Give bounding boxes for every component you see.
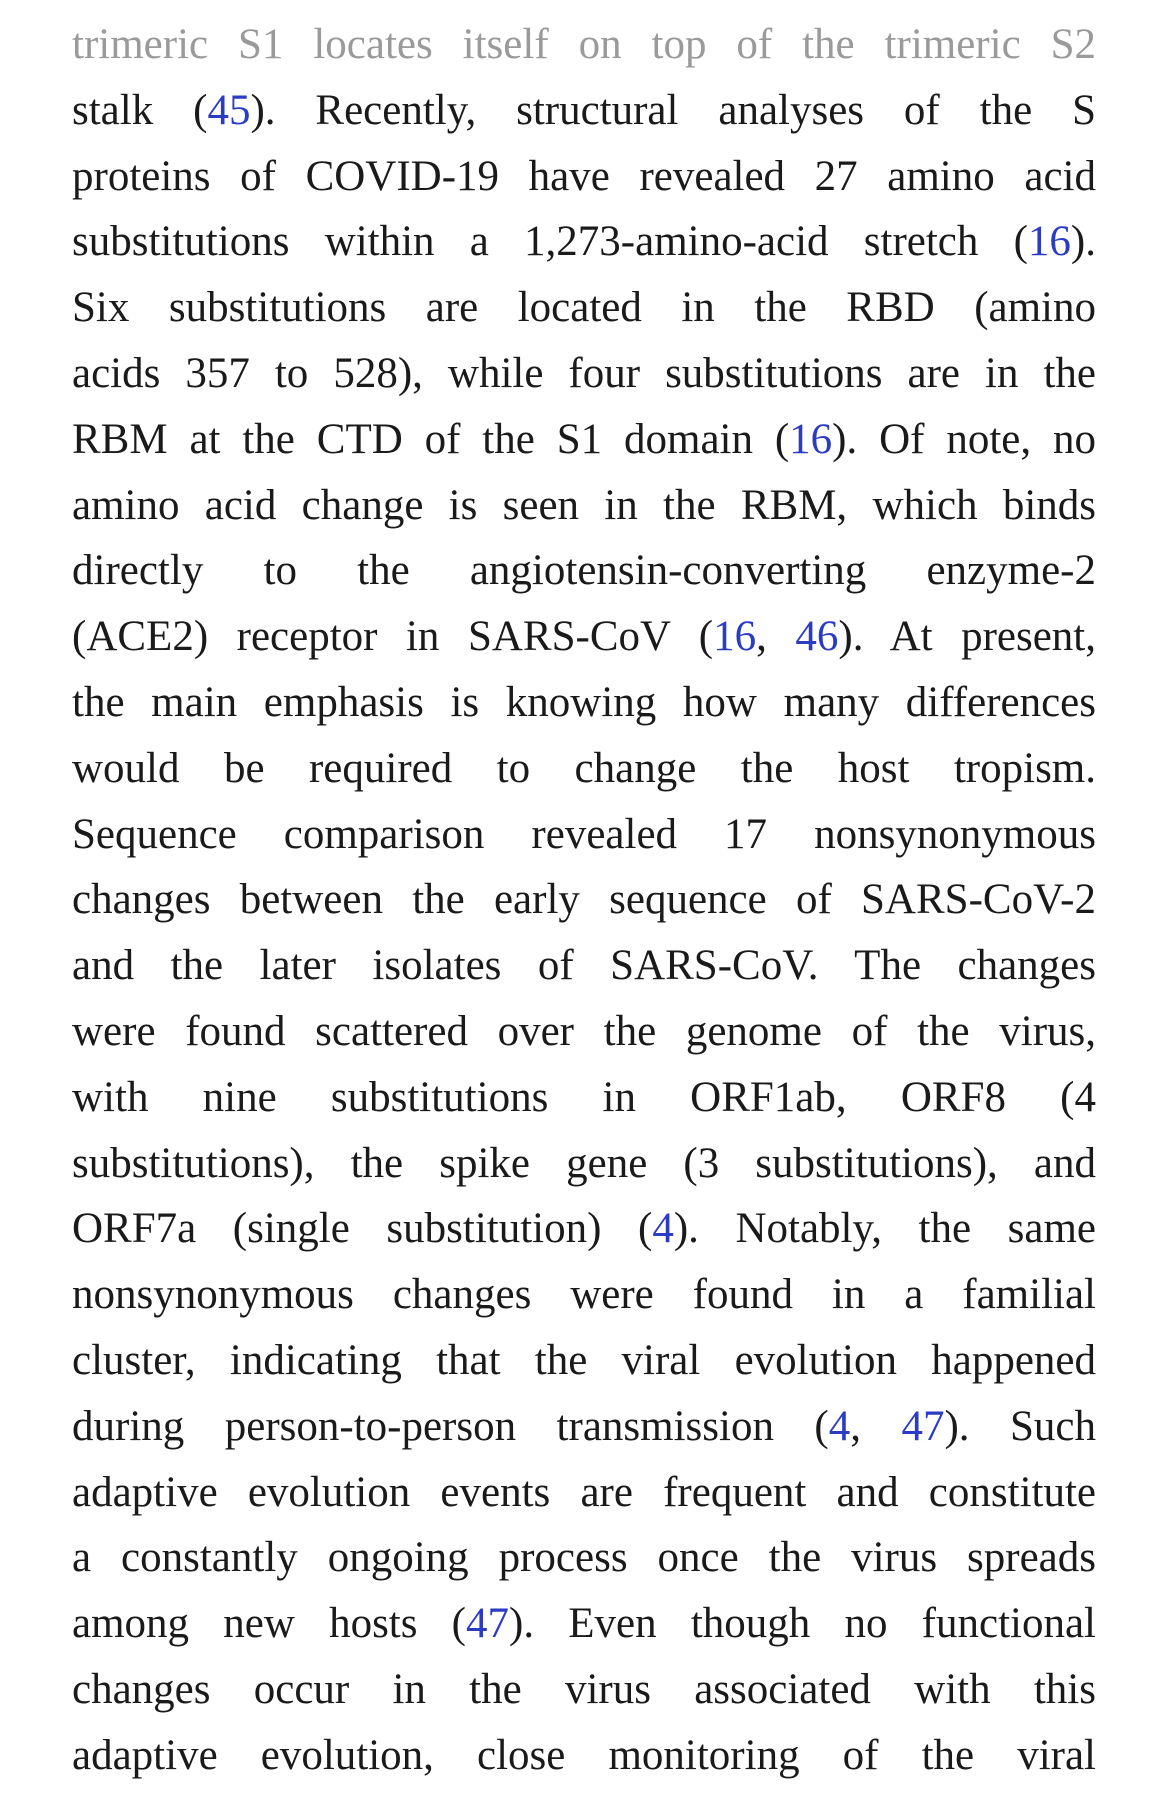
text-line	[72, 407, 1096, 473]
text-line	[72, 1657, 1096, 1723]
text-segment: with nine substitutions in ORF1ab, ORF8 (4	[72, 1073, 1096, 1121]
text-segment: substitutions within a 1,273-amino-acid stretch (	[72, 218, 1028, 266]
text-segment: stalk (	[72, 86, 208, 134]
text-segment: adaptive evolution events are frequent and constitute	[72, 1468, 1096, 1516]
text-segment: ). Such	[944, 1402, 1096, 1450]
citation-link[interactable]: 16	[1027, 218, 1071, 266]
text-segment: nonsynonymous changes were found in a familial	[72, 1271, 1096, 1319]
text-segment: acids 357 to 528), while four substitutions are in the	[72, 349, 1096, 397]
top-scroll-fade	[0, 0, 1170, 14]
text-line	[72, 670, 1096, 736]
citation-link[interactable]: 47	[466, 1600, 510, 1648]
citation-link[interactable]: 4	[652, 1205, 674, 1253]
text-segment: ). Recently, structural analyses of the S	[250, 86, 1096, 134]
text-segment: substitutions), the spike gene (3 substitutions), and	[72, 1139, 1096, 1187]
text-line	[72, 999, 1096, 1065]
text-line	[72, 473, 1096, 539]
text-line	[72, 209, 1096, 275]
citation-link[interactable]: 4	[828, 1402, 851, 1450]
text-segment: among new hosts (	[72, 1600, 467, 1648]
text-segment: ). Notably, the same	[673, 1205, 1096, 1253]
text-segment: trimeric S1 locates itself on top of the trimeric S2	[72, 21, 1096, 68]
text-line	[72, 275, 1096, 341]
text-line	[72, 1065, 1096, 1131]
text-segment: ). Of note, no	[832, 415, 1096, 463]
citation-link[interactable]: 46	[795, 613, 839, 661]
text-segment: ). Even though no functional	[509, 1600, 1096, 1648]
text-line	[72, 12, 1096, 78]
citation-link[interactable]: 16	[713, 613, 757, 661]
text-line	[72, 1460, 1096, 1526]
text-line	[72, 1525, 1096, 1591]
text-segment: and the later isolates of SARS-CoV. The changes	[72, 942, 1096, 990]
text-segment: amino acid change is seen in the RBM, which binds	[72, 481, 1096, 529]
text-segment: RBM at the CTD of the S1 domain (	[72, 415, 790, 463]
text-segment: changes occur in the virus associated with this	[72, 1665, 1096, 1713]
text-line	[72, 736, 1096, 802]
citation-link[interactable]: 16	[789, 415, 833, 463]
text-line	[72, 1723, 1096, 1789]
text-segment: cluster, indicating that the viral evolution happened	[72, 1336, 1096, 1384]
text-line	[72, 341, 1096, 407]
text-segment: ,	[850, 1402, 902, 1450]
text-segment: were found scattered over the genome of the virus,	[72, 1007, 1096, 1055]
text-line	[72, 933, 1096, 999]
text-segment: adaptive evolution, close monitoring of the viral	[72, 1731, 1096, 1779]
text-segment: proteins of COVID-19 have revealed 27 amino acid	[72, 152, 1096, 200]
text-line	[72, 1196, 1096, 1262]
citation-link[interactable]: 45	[207, 86, 251, 134]
text-segment: a constantly ongoing process once the virus spreads	[72, 1534, 1096, 1582]
text-segment: ). At present,	[838, 613, 1096, 661]
text-segment: (ACE2) receptor in SARS-CoV (	[72, 613, 714, 661]
text-segment: ORF7a (single substitution) (	[72, 1205, 653, 1253]
article-body	[72, 12, 1096, 1789]
text-line	[72, 802, 1096, 868]
text-line	[72, 78, 1096, 144]
text-segment: Six substitutions are located in the RBD (amino	[72, 284, 1096, 332]
paragraph	[72, 12, 1096, 1789]
text-segment: Sequence comparison revealed 17 nonsynonymous	[72, 810, 1096, 858]
text-segment: would be required to change the host tropism.	[72, 744, 1096, 792]
text-segment: the main emphasis is knowing how many differences	[72, 678, 1096, 726]
text-line	[72, 1262, 1096, 1328]
text-line	[72, 1131, 1096, 1197]
text-line	[72, 867, 1096, 933]
citation-link[interactable]: 47	[901, 1402, 945, 1450]
text-line	[72, 144, 1096, 210]
text-line	[72, 1591, 1096, 1657]
text-segment: ).	[1070, 218, 1096, 266]
text-segment: during person-to-person transmission (	[72, 1402, 829, 1450]
text-segment: changes between the early sequence of SARS-CoV-2	[72, 876, 1096, 924]
text-segment: ,	[756, 613, 796, 661]
text-segment: directly to the angiotensin-converting enzyme-2	[72, 547, 1096, 595]
text-line	[72, 1394, 1096, 1460]
text-line	[72, 1328, 1096, 1394]
text-line	[72, 604, 1096, 670]
text-line	[72, 538, 1096, 604]
